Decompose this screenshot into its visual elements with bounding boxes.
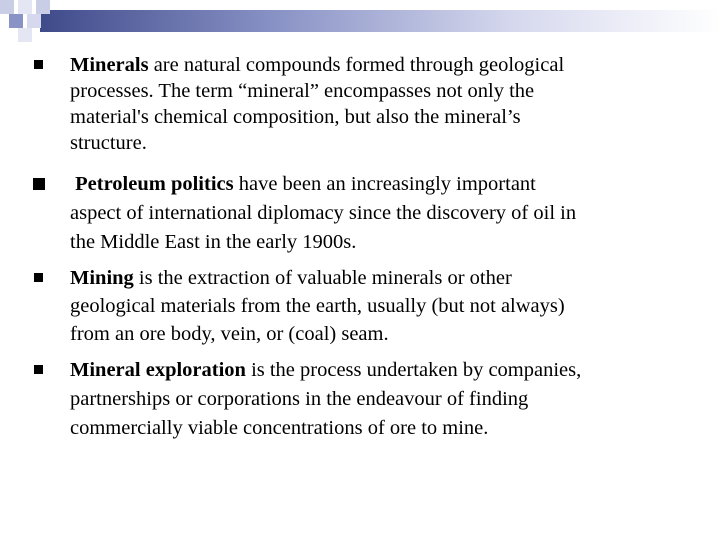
term: Petroleum politics: [75, 173, 234, 195]
text-line: commercially viable concentrations of ore to mine.: [70, 417, 489, 439]
bullet-square: [34, 365, 43, 374]
text-line: Mineral exploration is the process undertaken by companies,: [70, 359, 582, 381]
text-line: from an ore body, vein, or (coal) seam.: [70, 323, 389, 345]
text-line: Mining is the extraction of valuable minerals or other: [70, 267, 512, 289]
bullet-square: [33, 178, 45, 190]
text-line: the Middle East in the early 1900s.: [70, 231, 357, 253]
list-item: [70, 170, 680, 257]
list-item: [70, 356, 680, 443]
bullet-square: [34, 60, 43, 69]
text-line: aspect of international diplomacy since the discovery of oil in: [70, 202, 577, 224]
text-line: material's chemical composition, but also the mineral’s: [70, 106, 521, 128]
list-item: [70, 52, 680, 156]
text-line: structure.: [70, 132, 147, 154]
text-line: Petroleum politics have been an increasingly important: [75, 173, 536, 195]
text-line: geological materials from the earth, usually (but not always): [70, 295, 565, 317]
text-line: processes. The term “mineral” encompasses not only the: [70, 80, 535, 102]
term: Mining: [70, 267, 134, 289]
term: Mineral exploration: [70, 359, 246, 381]
bullet-square: [34, 273, 43, 282]
list-item: [70, 264, 680, 348]
text-line: partnerships or corporations in the endeavour of finding: [70, 388, 529, 410]
term: Minerals: [70, 54, 149, 76]
text-line: Minerals are natural compounds formed through geological: [70, 54, 565, 76]
